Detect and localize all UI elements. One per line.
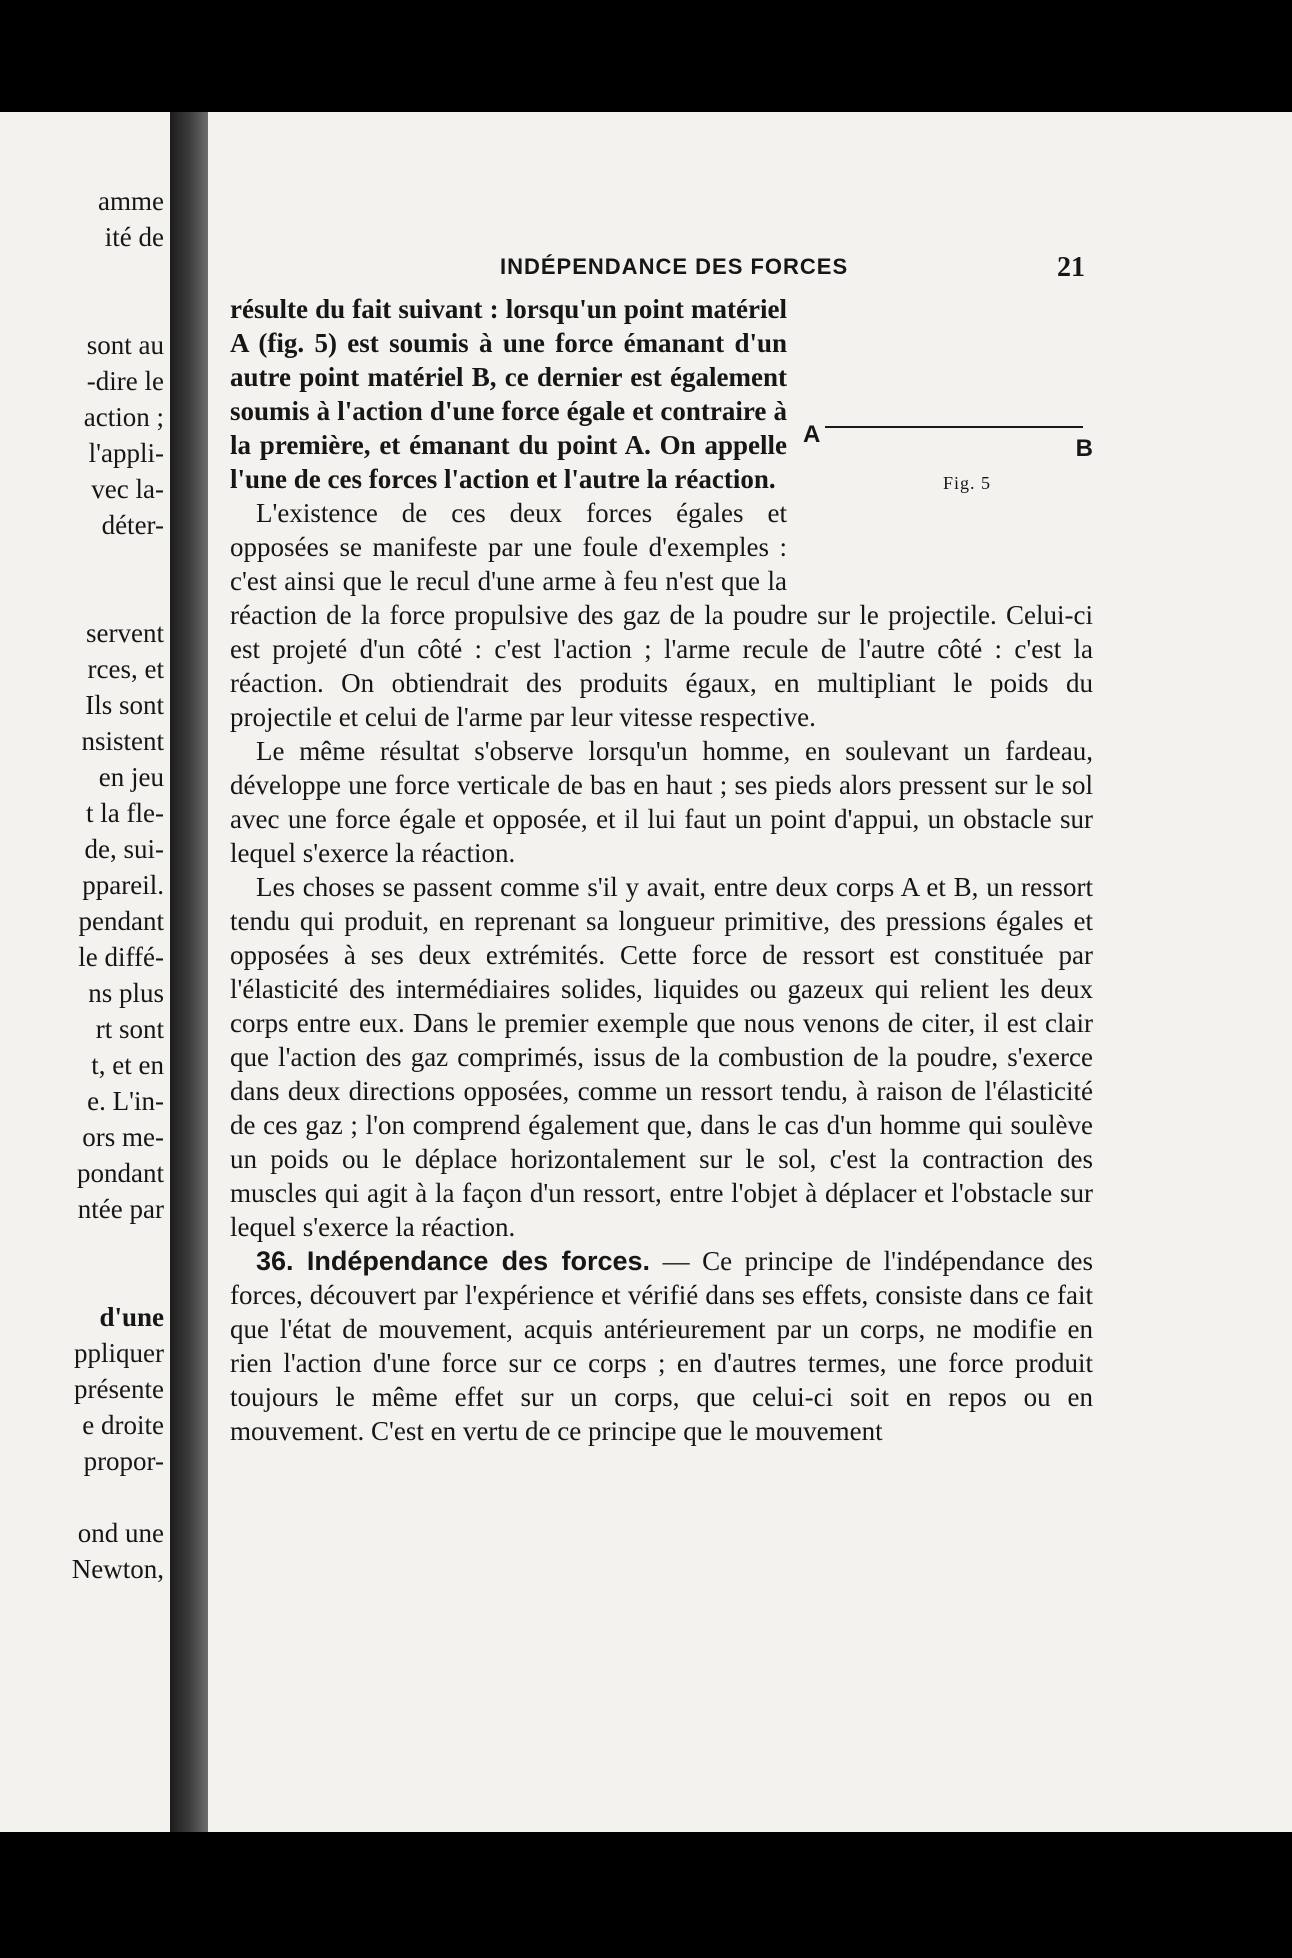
left-page-line: servent: [86, 618, 164, 648]
left-page-fragment: [0, 112, 170, 1832]
left-page-line: ors me-: [82, 1122, 164, 1152]
figure-point-a: A: [803, 421, 821, 448]
left-page-line: t la fle-: [86, 798, 164, 828]
left-page-line: d'une: [99, 1302, 164, 1332]
left-page-line: propor-: [83, 1446, 164, 1476]
page-number: 21: [1057, 252, 1085, 283]
left-page-line: l'appli-: [88, 438, 164, 468]
left-page-line: e droite: [82, 1410, 164, 1440]
left-page-line: ntée par: [77, 1194, 164, 1224]
page-header: [290, 250, 1085, 290]
running-title: INDÉPENDANCE DES FORCES: [500, 254, 849, 279]
section-36: [230, 1244, 1093, 1448]
left-page-line: pondant: [77, 1158, 164, 1188]
figure-line: [825, 426, 1083, 428]
left-page-line: Newton,: [71, 1554, 164, 1584]
left-page-line: action ;: [83, 402, 164, 432]
paragraph-5: — Ce principe de l'indépendance des forces, découvert par l'expérience et vérifié dans ses effets, consiste dans ce fait que l'état de mouvement, acquis antérieurement par un corps, ne modifie en rien l'action d'une force sur ce corps ; en d'autres termes, une force produit toujours le même effet sur un corps, que celui-ci soit en repos ou en mouvement. C'est en vertu de ce principe que le mouvement: [230, 1246, 1094, 1446]
left-page-line: pendant: [78, 906, 164, 936]
figure-point-b: B: [1075, 435, 1093, 462]
left-page-line: sont au: [86, 330, 164, 360]
left-page-line: le diffé-: [78, 942, 164, 972]
left-page-line: Ils sont: [85, 690, 164, 720]
left-page-line: présente: [74, 1374, 164, 1404]
paragraph-1: résulte du fait suivant : lorsqu'un point matériel A (fig. 5) est soumis à une force émanant d'un autre point matériel B, ce dernier est également soumis à l'action d'une force égale et contraire à la première, et émanant du point A. On appelle l'une de ces forces l'action et l'autre la réaction.: [230, 294, 787, 494]
left-page-line: vec la-: [91, 474, 164, 504]
section-heading: 36. Indépendance des forces.: [256, 1246, 651, 1276]
left-page-line: déter-: [101, 510, 164, 540]
left-page-line: rces, et: [87, 654, 164, 684]
left-page-line: rt sont: [95, 1014, 164, 1044]
left-page-line: ns plus: [88, 978, 164, 1008]
left-page-line: ond une: [77, 1518, 164, 1548]
paragraph-3: Le même résultat s'observe lorsqu'un homme, en soulevant un fardeau, développe une force verticale de bas en haut ; ses pieds alors pressent sur le sol avec une force égale et opposée, et il lui faut un point d'appui, un obstacle sur lequel s'exerce la réaction.: [230, 736, 1093, 868]
left-page-line: nsistent: [81, 726, 164, 756]
figure-5: [803, 410, 1093, 560]
paragraph-2: L'existence de ces deux forces égales et opposées se manifeste par une foule d'exemples : c'est ainsi que le recul d'une arme à feu n'est que la réaction de la force propulsive des gaz de la poudre sur le projectile. Celui-ci est projeté d'un côté : c'est l'action ; l'arme recule de l'autre côté : c'est la réaction. On obtiendrait des produits égaux, en multipliant le poids du projectile et celui de l'arme par leur vitesse respective.: [230, 498, 1093, 732]
left-page-line: e. L'in-: [87, 1086, 164, 1116]
figure-caption: Fig. 5: [943, 473, 992, 493]
left-page-line: ité de: [104, 222, 164, 252]
left-page-line: -dire le: [86, 366, 164, 396]
left-page-line: en jeu: [98, 762, 164, 792]
left-page-line: t, et en: [91, 1050, 164, 1080]
left-page-line: amme: [98, 186, 164, 216]
left-page-line: ppareil.: [82, 870, 164, 900]
page-body: [230, 292, 1093, 1732]
paragraph-4: Les choses se passent comme s'il y avait, entre deux corps A et B, un ressort tendu qui produit, en reprenant sa longueur primitive, des pressions égales et opposées à ses deux extrémités. Cette force de ressort est constituée par l'élasticité des intermédiaires solides, liquides ou gazeux qui relient les deux corps entre eux. Dans le premier exemple que nous venons de citer, il est clair que l'action des gaz comprimés, issus de la combustion de la poudre, s'exerce dans deux directions opposées, comme un ressort tendu, à raison de l'élasticité de ces gaz ; l'on comprend également que, dans le cas d'un homme qui soulève un poids ou le déplace horizontalement sur le sol, c'est la contraction des muscles qui agit à la façon d'un ressort, entre l'objet à déplacer et l'obstacle sur lequel s'exerce la réaction.: [230, 872, 1093, 1242]
book-gutter: [170, 112, 208, 1832]
left-page-line: de, sui-: [84, 834, 164, 864]
left-page-line: ppliquer: [74, 1338, 164, 1368]
